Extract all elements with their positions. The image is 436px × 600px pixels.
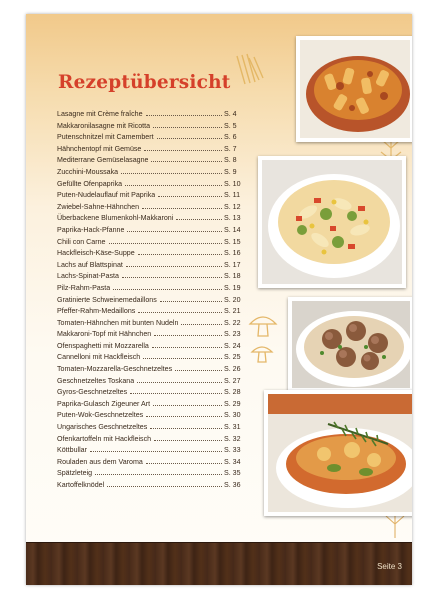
- toc-entry[interactable]: [57, 132, 245, 144]
- recipe-name: Geschnetzeltes Toskana: [57, 376, 135, 385]
- dot-leader: [90, 451, 222, 452]
- recipe-page-number: S. 4: [224, 110, 237, 118]
- toc-entry[interactable]: [57, 202, 245, 214]
- recipe-name: Ungarisches Geschnetzeltes: [57, 423, 148, 432]
- recipe-name: Zwiebel-Sahne-Hähnchen: [57, 202, 140, 211]
- dot-leader: [107, 486, 222, 487]
- recipe-name: Tomaten-Mozzarella-Geschnetzeltes: [57, 365, 173, 374]
- toc-entry[interactable]: [57, 468, 245, 480]
- dot-leader: [130, 393, 222, 394]
- dot-leader: [95, 474, 222, 475]
- page-number: Seite 3: [377, 562, 402, 571]
- recipe-page-number: S. 15: [224, 237, 241, 246]
- toc-entry[interactable]: [57, 283, 245, 295]
- recipe-name: Puten-Wok-Geschnetzeltes: [57, 411, 144, 420]
- recipe-page-number: S. 24: [224, 341, 241, 350]
- dot-leader: [153, 405, 222, 406]
- recipe-page-number: S. 16: [224, 249, 241, 258]
- dot-leader: [142, 208, 222, 209]
- toc-entry[interactable]: [57, 376, 245, 388]
- dot-leader: [152, 347, 222, 348]
- recipe-name: Spätzleteig: [57, 469, 93, 478]
- dot-leader: [160, 301, 222, 302]
- recipe-page-number: S. 6: [224, 133, 237, 142]
- recipe-name: Hackfleisch-Käse-Suppe: [57, 249, 135, 258]
- toc-entry[interactable]: [57, 155, 245, 167]
- recipe-page-number: S. 8: [224, 156, 237, 165]
- recipe-name: Pfeffer-Rahm-Medaillons: [57, 307, 136, 316]
- recipe-page-number: S. 22: [224, 318, 241, 327]
- recipe-name: Lasagne mit Crème fraîche: [57, 110, 143, 118]
- toc-entry[interactable]: [57, 480, 245, 492]
- toc-entry[interactable]: [57, 352, 245, 364]
- toc-entry[interactable]: [57, 167, 245, 179]
- recipe-name: Ofenkartoffeln mit Hackfleisch: [57, 434, 152, 443]
- toc-entry[interactable]: [57, 248, 245, 260]
- recipe-page-number: S. 20: [224, 295, 241, 304]
- recipe-page-number: S. 12: [224, 202, 241, 211]
- toc-entry[interactable]: [57, 457, 245, 469]
- recipe-page-number: S. 27: [224, 376, 241, 385]
- recipe-name: Lachs auf Blattspinat: [57, 260, 123, 269]
- toc-entry[interactable]: [57, 329, 245, 341]
- toc-entry[interactable]: [57, 225, 245, 237]
- dot-leader: [154, 440, 222, 441]
- toc-entry[interactable]: [57, 387, 245, 399]
- recipe-page-number: S. 23: [224, 330, 241, 339]
- page-title: Rezeptübersicht: [58, 72, 231, 93]
- dot-leader: [138, 254, 222, 255]
- recipe-name: Hähnchentopf mit Gemüse: [57, 144, 142, 153]
- recipe-name: Rouladen aus dem Varoma: [57, 457, 143, 466]
- recipe-page-number: S. 29: [224, 399, 241, 408]
- recipe-name: Makkaronilasagne mit Ricotta: [57, 121, 151, 130]
- dot-leader: [143, 358, 222, 359]
- toc-entry[interactable]: [57, 237, 245, 249]
- recipe-page-number: S. 14: [224, 225, 241, 234]
- recipe-name: Kartoffelknödel: [57, 481, 105, 489]
- toc-entry[interactable]: [57, 410, 245, 422]
- dot-leader: [125, 185, 222, 186]
- recipe-name: Paprika-Gulasch Zigeuner Art: [57, 399, 151, 408]
- recipe-name: Gefüllte Ofenpaprika: [57, 179, 123, 188]
- dot-leader: [126, 266, 222, 267]
- toc-entry[interactable]: [57, 144, 245, 156]
- recipe-page-number: S. 21: [224, 307, 241, 316]
- toc-entry[interactable]: [57, 399, 245, 411]
- toc-entry[interactable]: [57, 271, 245, 283]
- dot-leader: [181, 324, 222, 325]
- toc-entry[interactable]: [57, 318, 245, 330]
- toc-entry[interactable]: [57, 260, 245, 272]
- recipe-name: Paprika-Hack-Pfanne: [57, 225, 125, 234]
- recipe-name: Puten-Nudelauflauf mit Paprika: [57, 191, 156, 200]
- recipe-page-number: S. 9: [224, 167, 237, 176]
- recipe-page-number: S. 31: [224, 423, 241, 432]
- wood-footer: [26, 542, 412, 585]
- recipe-name: Köttbullar: [57, 446, 87, 455]
- toc-entry[interactable]: [57, 364, 245, 376]
- toc-entry[interactable]: [57, 109, 245, 121]
- recipe-index: [57, 109, 245, 492]
- recipe-name: Zucchini-Moussaka: [57, 167, 119, 176]
- dot-leader: [121, 173, 222, 174]
- dot-leader: [153, 127, 222, 128]
- recipe-page-number: S. 33: [224, 446, 241, 455]
- recipe-page-number: S. 34: [224, 457, 241, 466]
- dot-leader: [146, 463, 222, 464]
- dot-leader: [176, 219, 222, 220]
- recipe-name: Gratinierte Schweinemedaillons: [57, 295, 157, 304]
- toc-entry[interactable]: [57, 445, 245, 457]
- dot-leader: [151, 161, 222, 162]
- recipe-page-number: S. 36: [224, 481, 241, 489]
- recipe-page-number: S. 17: [224, 260, 241, 269]
- mushroom-sketch-icon: [246, 310, 280, 370]
- toc-entry[interactable]: [57, 295, 245, 307]
- dot-leader: [175, 370, 222, 371]
- pasta-sketch-icon: [233, 50, 267, 90]
- dot-leader: [109, 243, 223, 244]
- dot-leader: [146, 115, 222, 116]
- toc-entry[interactable]: [57, 213, 245, 225]
- dot-leader: [144, 150, 222, 151]
- toc-entry[interactable]: [57, 179, 245, 191]
- toc-entry[interactable]: [57, 422, 245, 434]
- toc-entry[interactable]: [57, 306, 245, 318]
- recipe-page-number: S. 26: [224, 365, 241, 374]
- recipe-page-number: S. 10: [224, 179, 241, 188]
- recipe-page-number: S. 25: [224, 353, 241, 362]
- dot-leader: [122, 277, 222, 278]
- recipe-page: [26, 14, 412, 585]
- recipe-name: Lachs-Spinat-Pasta: [57, 272, 119, 281]
- recipe-name: Pilz-Rahm-Pasta: [57, 283, 111, 292]
- photo-vegetable-lasagne: [264, 390, 412, 516]
- recipe-page-number: S. 19: [224, 283, 241, 292]
- dot-leader: [146, 416, 222, 417]
- recipe-page-number: S. 35: [224, 469, 241, 478]
- recipe-name: Tomaten-Hähnchen mit bunten Nudeln: [57, 318, 179, 327]
- toc-entry[interactable]: [57, 341, 245, 353]
- toc-entry[interactable]: [57, 434, 245, 446]
- recipe-name: Ofenspaghetti mit Mozzarella: [57, 341, 149, 350]
- recipe-name: Putenschnitzel mit Camembert: [57, 133, 154, 142]
- recipe-page-number: S. 5: [224, 121, 237, 130]
- recipe-page-number: S. 7: [224, 144, 237, 153]
- recipe-page-number: S. 28: [224, 388, 241, 397]
- recipe-page-number: S. 30: [224, 411, 241, 420]
- recipe-page-number: S. 11: [224, 191, 241, 200]
- recipe-name: Chili con Carne: [57, 237, 106, 246]
- photo-meatballs: [288, 297, 412, 392]
- dot-leader: [137, 382, 222, 383]
- recipe-page-number: S. 18: [224, 272, 241, 281]
- dot-leader: [157, 138, 222, 139]
- recipe-name: Überbackene Blumenkohl-Makkaroni: [57, 214, 174, 223]
- toc-entry[interactable]: [57, 190, 245, 202]
- recipe-name: Mediterrane Gemüselasagne: [57, 156, 149, 165]
- recipe-name: Makkaroni-Topf mit Hähnchen: [57, 330, 152, 339]
- dot-leader: [150, 428, 222, 429]
- recipe-name: Cannelloni mit Hackfleisch: [57, 353, 141, 362]
- dot-leader: [158, 196, 222, 197]
- recipe-name: Gyros-Geschnetzeltes: [57, 388, 128, 397]
- recipe-page-number: S. 32: [224, 434, 241, 443]
- dot-leader: [138, 312, 222, 313]
- photo-baked-pasta: [296, 36, 412, 142]
- toc-entry[interactable]: [57, 121, 245, 133]
- dot-leader: [154, 335, 222, 336]
- recipe-page-number: S. 13: [224, 214, 241, 223]
- photo-creamy-vegetable-pasta: [258, 156, 406, 288]
- dot-leader: [113, 289, 222, 290]
- dot-leader: [127, 231, 222, 232]
